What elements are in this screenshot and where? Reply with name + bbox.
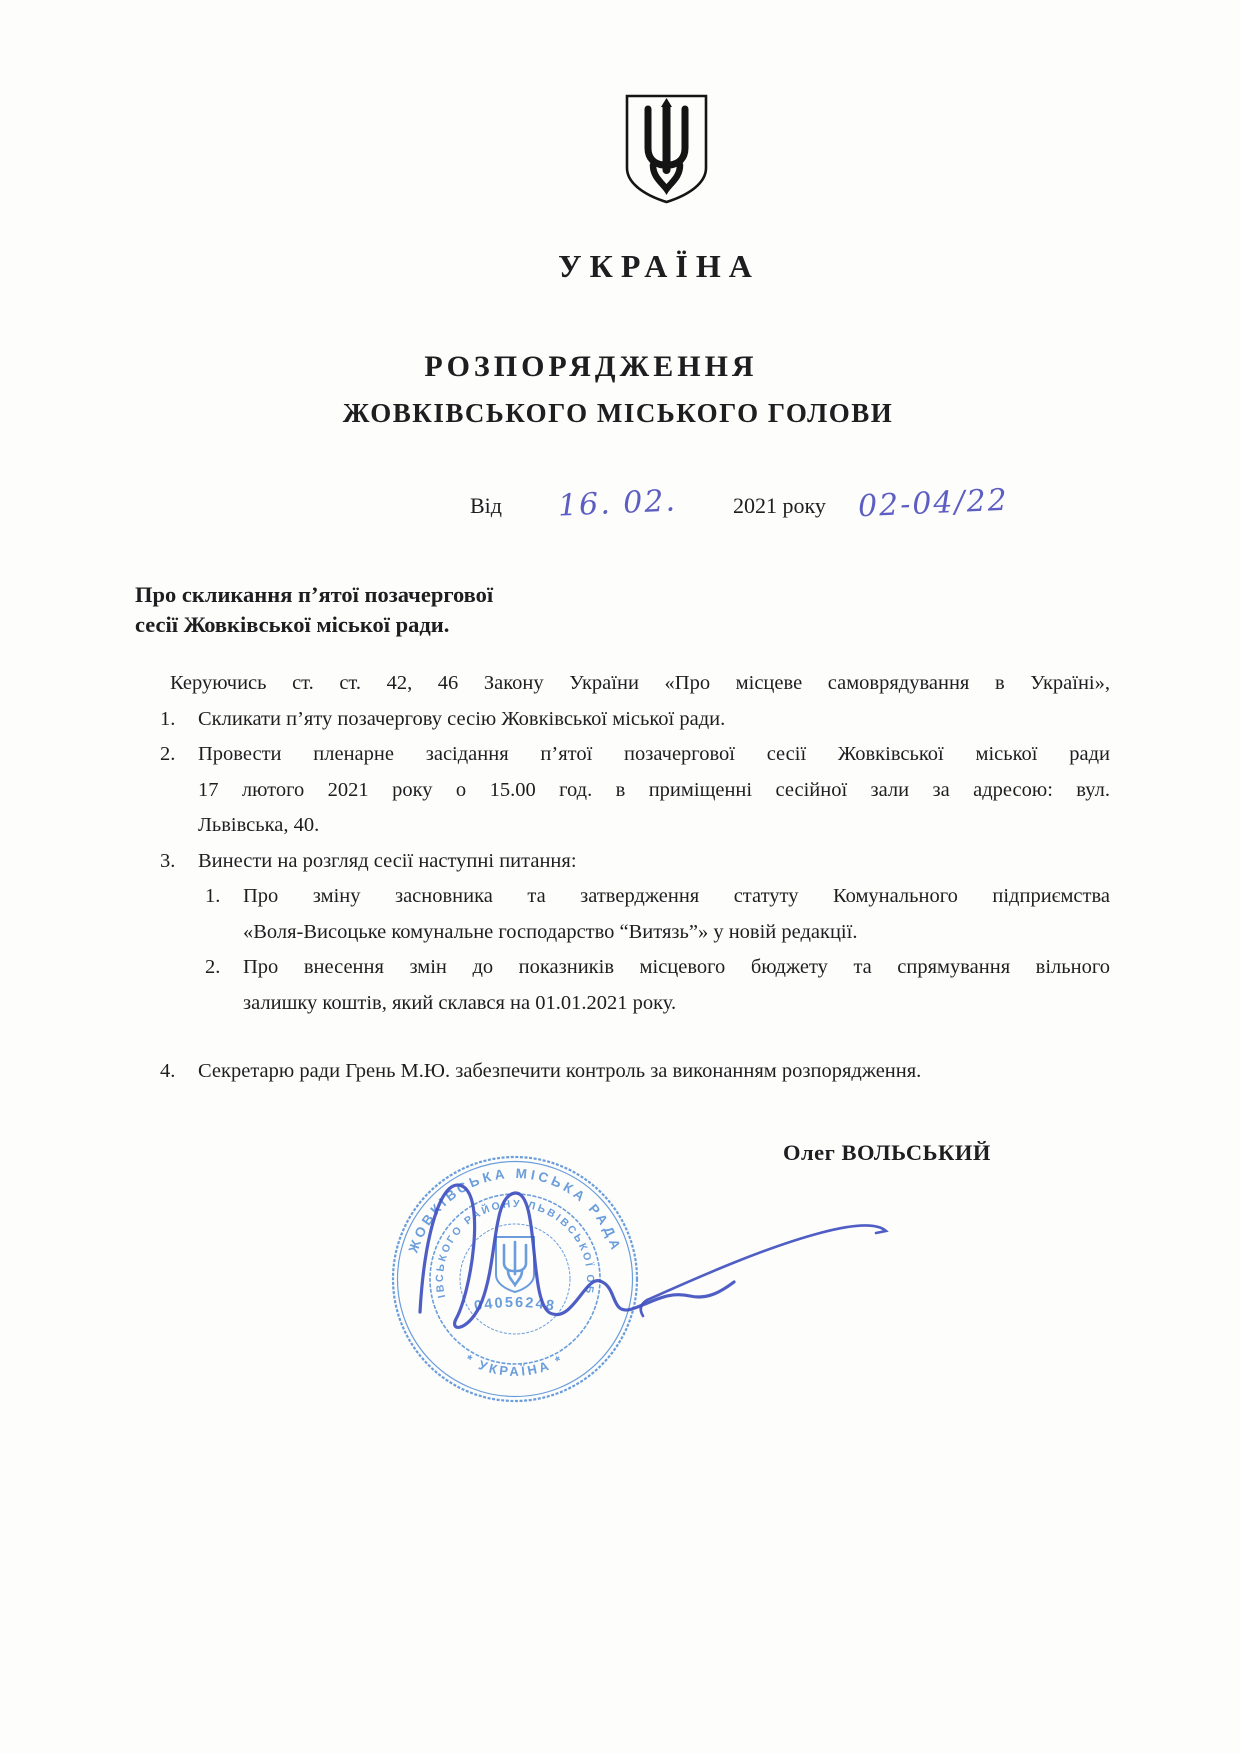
signer-name: Олег ВОЛЬСЬКИЙ — [783, 1140, 991, 1165]
item-number: 1. — [205, 885, 221, 907]
list-item-3 — [160, 844, 1110, 880]
item-number: 2. — [160, 743, 176, 765]
sub-list — [205, 879, 1110, 1021]
item-text-line: Про зміну засновника та затвердження статуту Комунального підприємства — [243, 885, 1110, 907]
item-text: Винести на розгляд сесії наступні питання: — [198, 849, 577, 872]
item-number: 2. — [205, 956, 221, 978]
subject-block — [135, 580, 493, 640]
seal-bottom-text: * УКРАЇНА * — [463, 1351, 567, 1379]
seal-registry-number: 04056248 — [472, 1294, 558, 1315]
list-item-2 — [160, 737, 1110, 844]
item-text-line: Про внесення змін до показників місцевого бюджету та спрямування вільного — [243, 956, 1110, 978]
item-text-line: 17 лютого 2021 року о 15.00 год. в приміщенні сесійної зали за адресою: вул. — [198, 778, 1110, 801]
subject-line-2: сесії Жовківської міської ради. — [135, 612, 450, 637]
item-number: 3. — [160, 849, 176, 872]
ukraine-trident-icon — [622, 92, 711, 207]
intro-paragraph: Керуючись ст. ст. 42, 46 Закону України «Про місцеве самоврядування в Україні», — [170, 672, 1110, 694]
item-text: Скликати п’яту позачергову сесію Жовківської міської ради. — [198, 707, 726, 730]
item-text: Секретарю ради Грень М.Ю. забезпечити контроль за виконанням розпорядження. — [198, 1060, 922, 1082]
document-body — [160, 666, 1110, 1090]
item-text-line: Львівська, 40. — [198, 814, 320, 836]
item-text-line: залишку коштів, який склався на 01.01.2021 року. — [243, 991, 677, 1014]
item-number: 1. — [160, 707, 176, 730]
sub-list-item-1 — [205, 879, 1110, 950]
item-text-line: «Воля-Висоцьке комунальне господарство “Витязь”» у новій редакції. — [243, 920, 858, 943]
seal-inner-text: ЖОВКІВСЬКОГО РАЙОНУ ЛЬВІВСЬКОЇ ОБЛАСТІ — [433, 1198, 597, 1299]
handwritten-date: 16. 02. — [557, 483, 678, 524]
seal-top-text: ЖОВКІВСЬКА МІСЬКА РАДА — [405, 1165, 625, 1255]
sub-list-item-2 — [205, 950, 1110, 1021]
signature-ink — [380, 1080, 910, 1350]
document-type-title: РОЗПОРЯДЖЕННЯ — [424, 350, 758, 383]
date-prefix-label: Від — [470, 493, 502, 518]
list-item-1 — [160, 702, 1110, 738]
issuer-title: ЖОВКІВСЬКОГО МІСЬКОГО ГОЛОВИ — [342, 398, 894, 428]
handwritten-doc-number: 02-04/22 — [857, 482, 1010, 525]
item-number: 4. — [160, 1060, 176, 1082]
year-label: 2021 року — [732, 493, 826, 518]
date-line — [470, 482, 1010, 525]
item-text-line: Провести пленарне засідання п’ятої позачергової сесії Жовківської міської ради — [198, 743, 1110, 765]
subject-line-1: Про скликання п’ятої позачергової — [135, 582, 494, 607]
country-title: УКРАЇНА — [558, 248, 760, 284]
